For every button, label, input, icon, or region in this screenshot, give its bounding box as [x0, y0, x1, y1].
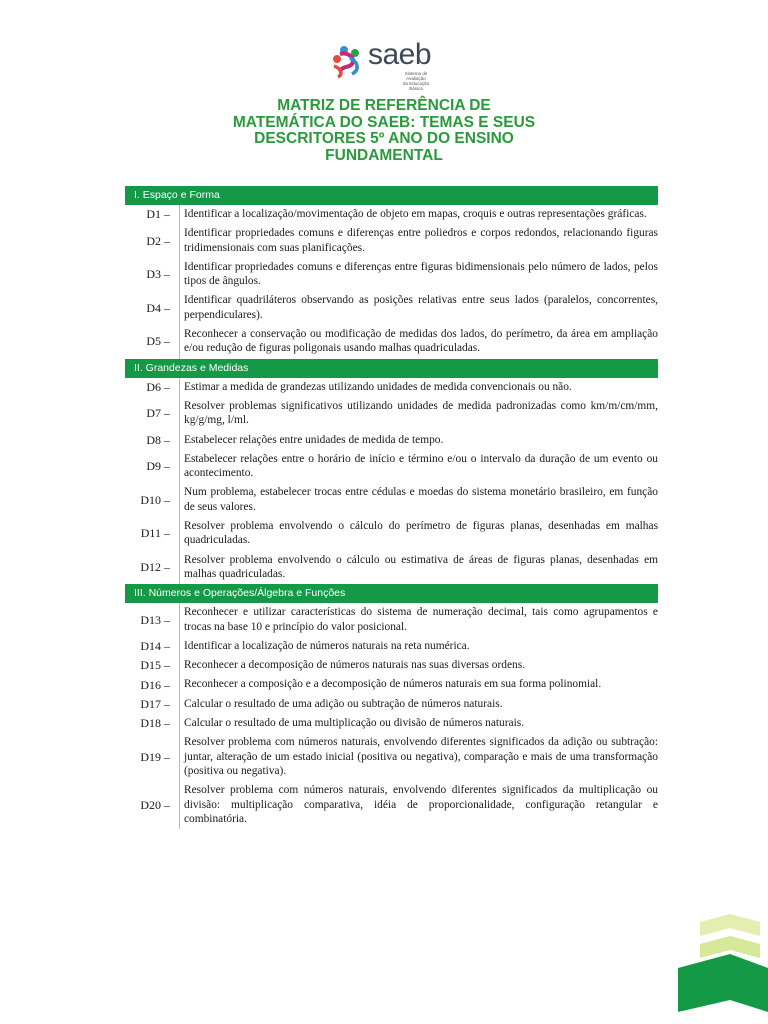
descriptor-code: D15 –	[125, 656, 180, 675]
logo-subtitle-line: Sistema de Avaliação	[404, 71, 428, 81]
descriptor-text: Estabelecer relações entre o horário de início e término e/ou o intervalo da duração de um evento ou acontecimento.	[184, 452, 658, 480]
descriptor-row	[125, 325, 658, 359]
descriptor-code: D14 –	[125, 637, 180, 656]
descriptor-code: D10 –	[125, 483, 180, 517]
descriptor-code: D13 –	[125, 603, 180, 637]
page-title	[184, 98, 584, 164]
descriptor-code: D12 –	[125, 551, 180, 585]
descriptor-code: D19 –	[125, 733, 180, 781]
descriptor-row	[125, 781, 658, 829]
descriptor-code: D18 –	[125, 714, 180, 733]
descriptor-row	[125, 603, 658, 637]
logo-subtitle-line: da Educação Básica	[402, 81, 430, 91]
descriptor-text: Identificar quadriláteros observando as posições relativas entre seus lados (paralelos, concorrentes, perpendiculares).	[184, 294, 658, 321]
descriptor-row	[125, 656, 658, 675]
descriptor-table	[125, 186, 658, 829]
descriptor-code: D1 –	[125, 205, 180, 224]
descriptor-row	[125, 397, 658, 431]
descriptor-text: Identificar a localização/movimentação de objeto em mapas, croquis e outras representações gráficas.	[184, 208, 647, 220]
descriptor-row	[125, 224, 658, 258]
descriptor-code: D2 –	[125, 224, 180, 258]
descriptor-code: D3 –	[125, 258, 180, 292]
descriptor-code: D16 –	[125, 675, 180, 694]
logo-subtitle	[396, 71, 436, 91]
descriptor-row	[125, 517, 658, 551]
descriptor-text: Reconhecer a decomposição de números naturais nas suas diversas ordens.	[184, 659, 525, 672]
descriptor-text: Resolver problema envolvendo o cálculo ou estimativa de áreas de figuras planas, desenhadas em malhas quadriculadas.	[184, 553, 658, 580]
descriptor-row	[125, 450, 658, 484]
descriptor-text: Resolver problema com números naturais, envolvendo diferentes significados da adição ou subtração: juntar, alteração de um estado inicial (positiva ou negativa), comparação e mais de uma transformação (positiva ou negativa).	[184, 736, 658, 777]
descriptor-text: Resolver problema envolvendo o cálculo do perímetro de figuras planas, desenhadas em malhas quadriculadas.	[184, 520, 658, 547]
descriptor-row	[125, 675, 658, 694]
descriptor-text: Reconhecer a composição e a decomposição de números naturais em sua forma polinomial.	[184, 678, 602, 691]
saeb-logo	[330, 38, 440, 91]
descriptor-row	[125, 637, 658, 656]
section-header: III. Números e Operações/Álgebra e Funções	[125, 584, 658, 603]
descriptor-row	[125, 733, 658, 781]
descriptor-text: Calcular o resultado de uma adição ou subtração de números naturais.	[184, 697, 503, 710]
descriptor-row	[125, 205, 658, 224]
descriptor-code: D6 –	[125, 378, 180, 397]
section-header: II. Grandezas e Medidas	[125, 359, 658, 378]
descriptor-text: Identificar propriedades comuns e diferenças entre poliedros e corpos redondos, relacionando figuras tridimensionais com suas planificações.	[184, 227, 658, 254]
chevron-decoration-icon	[678, 914, 768, 1024]
descriptor-code: D7 –	[125, 397, 180, 431]
descriptor-row	[125, 551, 658, 585]
descriptor-text: Reconhecer e utilizar características do sistema de numeração decimal, tais como agrupamentos e trocas na base 10 e princípio do valor posicional.	[184, 606, 658, 633]
descriptor-code: D5 –	[125, 325, 180, 359]
descriptor-code: D9 –	[125, 450, 180, 484]
descriptor-row	[125, 695, 658, 714]
descriptor-row	[125, 291, 658, 325]
descriptor-text: Identificar propriedades comuns e diferenças entre figuras bidimensionais pelo número de lados, pelos tipos de ângulos.	[184, 260, 658, 288]
section-header: I. Espaço e Forma	[125, 186, 658, 205]
descriptor-text: Resolver problemas significativos utilizando unidades de medida padronizadas como km/m/cm/mm, kg/g/mg, l/ml.	[184, 399, 658, 427]
logo-wordmark: saeb	[368, 38, 432, 71]
title-line: FUNDAMENTAL	[325, 146, 443, 164]
descriptor-text: Num problema, estabelecer trocas entre cédulas e moedas do sistema monetário brasileiro, em função de seus valores.	[184, 486, 658, 513]
descriptor-row	[125, 714, 658, 733]
descriptor-text: Identificar a localização de números naturais na reta numérica.	[184, 639, 470, 652]
descriptor-text: Estimar a medida de grandezas utilizando unidades de medida convencionais ou não.	[184, 380, 572, 393]
descriptor-row	[125, 258, 658, 292]
people-emblem-icon	[330, 44, 366, 80]
descriptor-text: Calcular o resultado de uma multiplicação ou divisão de números naturais.	[184, 717, 525, 730]
descriptor-row	[125, 483, 658, 517]
title-line: DESCRITORES 5º ANO DO ENSINO	[254, 130, 514, 147]
descriptor-text: Estabelecer relações entre unidades de medida de tempo.	[184, 433, 444, 446]
title-line: MATEMÁTICA DO SAEB: TEMAS E SEUS	[232, 113, 536, 131]
descriptor-code: D8 –	[125, 431, 180, 450]
descriptor-code: D4 –	[125, 291, 180, 325]
descriptor-code: D11 –	[125, 517, 180, 551]
descriptor-text: Reconhecer a conservação ou modificação de medidas dos lados, do perímetro, da área em ampliação e/ou redução de figuras poligonais usando malhas quadriculadas.	[184, 328, 658, 355]
descriptor-row	[125, 378, 658, 397]
descriptor-code: D20 –	[125, 781, 180, 829]
descriptor-text: Resolver problema com números naturais, envolvendo diferentes significados da multiplicação ou divisão: multiplicação comparativa, idéia de proporcionalidade, configuração retangular e combinatória.	[184, 784, 658, 825]
title-line: MATRIZ DE REFERÊNCIA DE	[277, 97, 491, 114]
descriptor-code: D17 –	[125, 695, 180, 714]
descriptor-row	[125, 431, 658, 450]
